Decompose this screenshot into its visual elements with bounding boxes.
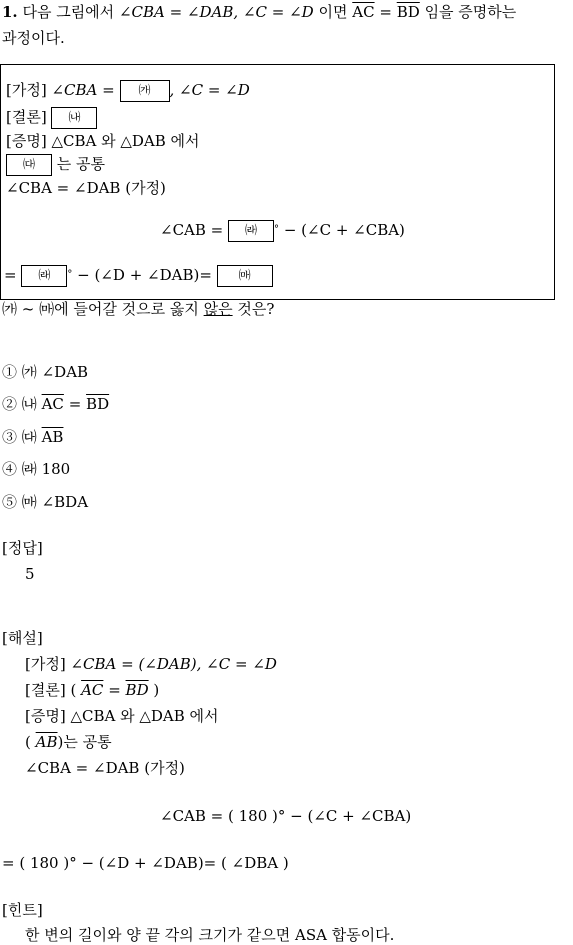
prompt-prefix: ㈎ ~ ㈒에 들어갈 것으로 옳지	[2, 300, 199, 318]
explanation-angle-eq: ∠CBA = ∠DAB (가정)	[25, 759, 185, 777]
last-degree: °	[67, 269, 73, 280]
cab-degree: °	[274, 224, 280, 235]
choice-3[interactable]	[2, 427, 63, 447]
explanation-last-line: = ( 180 )° − (∠D + ∠DAB)= ( ∠DBA )	[2, 854, 289, 872]
exp-common-close: )는 공통	[57, 733, 112, 751]
choice-5[interactable]	[2, 492, 88, 512]
exp-assume-text: ∠CBA = (∠DAB), ∠C = ∠D	[70, 655, 277, 673]
blank-da: ㈐	[6, 154, 52, 176]
exp-assume-label: [가정]	[25, 655, 66, 673]
blank-ra-2: ㈑	[21, 265, 67, 287]
choice-ac: $\overline{AC}$	[41, 395, 64, 413]
choice-label: ㈒	[21, 493, 37, 511]
choice-eq: =	[68, 395, 82, 413]
exp-conclusion-eq: =	[108, 681, 121, 699]
cab-right: − (∠C + ∠CBA)	[283, 221, 405, 239]
blank-ma: ㈒	[217, 265, 273, 287]
blank-na: ㈏	[51, 107, 97, 129]
blank-ra: ㈑	[228, 220, 274, 242]
proof-text: △CBA 와 △DAB 에서	[51, 132, 200, 150]
choice-label: ㈏	[21, 395, 37, 413]
exp-proof-text: △CBA 와 △DAB 에서	[70, 707, 219, 725]
choice-number: ⑤	[2, 493, 18, 511]
conclusion-label: [결론]	[6, 108, 47, 126]
assume-expr: ∠CBA =	[51, 81, 115, 99]
explanation-label: [해설]	[2, 629, 43, 647]
choice-label: ㈎	[21, 363, 37, 381]
prompt-underlined: 않은	[203, 300, 233, 318]
exp-conclusion-ac: $\overline{AC}$	[81, 681, 104, 699]
choice-number: ①	[2, 363, 18, 381]
question-prompt	[2, 299, 274, 319]
proof-common	[6, 154, 105, 176]
assume-label: [가정]	[6, 81, 47, 99]
question-mid: 이면	[318, 3, 348, 21]
question-number: 1.	[2, 3, 18, 21]
common-text: 는 공통	[56, 155, 106, 173]
exp-conclusion-close: )	[153, 681, 160, 699]
explanation-proof	[25, 706, 219, 726]
choice-4[interactable]	[2, 459, 70, 479]
choice-text: ∠DAB	[41, 363, 89, 381]
answer-value: 5	[25, 565, 35, 583]
question-bd: $\overline{BD}$	[396, 3, 420, 21]
proof-label: [증명]	[6, 132, 47, 150]
exp-common-open: (	[25, 733, 31, 751]
choice-bd: $\overline{BD}$	[86, 395, 110, 413]
choice-number: ④	[2, 460, 18, 478]
question-suffix: 임을 증명하는	[424, 3, 517, 21]
explanation-conclusion	[25, 680, 159, 700]
choice-number: ③	[2, 428, 18, 446]
exp-conclusion-label: [결론] (	[25, 681, 77, 699]
explanation-assumption	[25, 654, 277, 674]
proof-conclusion	[6, 107, 97, 129]
choice-2[interactable]	[2, 394, 109, 414]
choice-label: ㈑	[21, 460, 37, 478]
choice-text: 180	[41, 460, 71, 478]
question-cond-1: ∠CBA = ∠DAB,	[118, 3, 239, 21]
mid-expr: − (∠D + ∠DAB)=	[77, 266, 212, 284]
proof-cab-line	[160, 220, 405, 242]
explanation-cab-line: ∠CAB = ( 180 )° − (∠C + ∠CBA)	[160, 807, 412, 825]
blank-ga: ㈎	[120, 80, 170, 102]
eq-prefix: =	[4, 266, 17, 284]
choice-label: ㈐	[21, 428, 37, 446]
question-ac: $\overline{AC}$	[352, 3, 375, 21]
choice-text: $\overline{AB}$	[41, 428, 64, 446]
proof-statement	[6, 131, 200, 151]
answer-label: [정답]	[2, 539, 43, 557]
cab-left: ∠CAB =	[160, 221, 224, 239]
exp-proof-label: [증명]	[25, 707, 66, 725]
assume-cond-2: , ∠C = ∠D	[169, 81, 250, 99]
question-eq: =	[379, 3, 392, 21]
question-line-1	[2, 2, 516, 22]
proof-assumption	[6, 80, 250, 102]
explanation-common	[25, 732, 112, 752]
hint-label: [힌트]	[2, 901, 43, 919]
choice-number: ②	[2, 395, 18, 413]
hint-text: 한 변의 길이와 양 끝 각의 크기가 같으면 ASA 합동이다.	[25, 926, 395, 944]
choice-1[interactable]	[2, 362, 88, 382]
proof-angle-eq: ∠CBA = ∠DAB (가정)	[6, 179, 166, 197]
question-line-2: 과정이다.	[2, 29, 65, 47]
choice-text: ∠BDA	[41, 493, 89, 511]
question-cond-2: ∠C = ∠D	[242, 3, 314, 21]
prompt-suffix: 것은?	[237, 300, 275, 318]
proof-last-line	[4, 265, 273, 287]
question-prefix: 다음 그림에서	[22, 3, 115, 21]
exp-common-ab: $\overline{AB}$	[35, 733, 58, 751]
exp-conclusion-bd: $\overline{BD}$	[125, 681, 149, 699]
